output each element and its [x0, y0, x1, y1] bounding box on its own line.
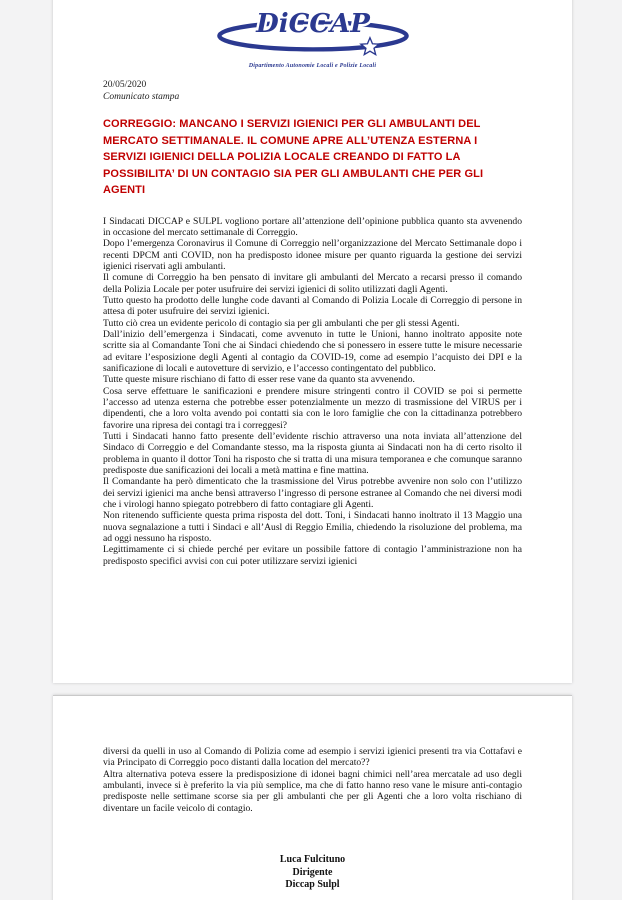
body-paragraph: Tutto ciò crea un evidente pericolo di contagio sia per gli ambulanti che per gli stessi Agenti.: [103, 317, 460, 329]
page-1: [53, 0, 572, 683]
signature-name: Luca Fulcituno: [279, 854, 346, 866]
body-paragraph: Il comune di Correggio ha ben pensato di invitare gli ambulanti del Mercato a recarsi presso il comando della Polizia Locale per poter usufruire dei servizi igienici di solito utilizzati dagli Agenti.: [103, 272, 522, 295]
logo-title: DiCCAP: [255, 9, 370, 39]
body-paragraph: Legittimamente ci si chiede perché per evitare un possibile fattore di contagio l’amministrazione non ha predisposto specifici avvisi con cui poter utilizzare servizi igienici: [103, 544, 522, 567]
body-paragraph: Altra alternativa poteva essere la predisposizione di idonei bagni chimici nell’area mercatale ad uso degli ambulanti, invece si è preferito la via più semplice, ma che di fatto hanno reso vane le misure anti-contagio predisposte nelle settimane scorse sia per gli ambulanti che per gli Agenti che a loro volta rischiano di diventare un facile veicolo di contagio.: [103, 768, 522, 814]
signature-role: Dirigente: [292, 866, 333, 878]
page-1-body: [103, 216, 522, 568]
body-paragraph: Cosa serve effettuare le sanificazioni e prendere misure stringenti contro il COVID se poi si permette l’accesso ad utenza esterna che potrebbe esser potenzialmente un mezzo di trasmissione del VIRUS per i dipendenti, che a loro volta avendo poi contatti sia con le loro famiglie che con la cittadinanza potrebbero favorire una ripresa dei contagi tra i correggesi?: [103, 385, 522, 431]
page-2: [53, 695, 572, 900]
logo-ellipse-icon: [188, 4, 438, 60]
body-paragraph: Tutto questo ha prodotto delle lunghe code davanti al Comando di Polizia Locale di Correggio di persone in attesa di poter usufruire dei servizi igienici.: [103, 294, 522, 318]
body-paragraph: Dopo l’emergenza Coronavirus il Comune di Correggio nell’organizzazione del Mercato Settimanale dopo i recenti DPCM anti COVID, non ha predisposto idonee misure per quanto riguarda la gestione dei servizi igienici riservati agli ambulanti.: [103, 238, 522, 272]
page-2-body: [103, 746, 522, 814]
press-release-headline: CORREGGIO: MANCANO I SERVIZI IGIENICI PER GLI AMBULANTI DEL MERCATO SETTIMANALE. IL COMUNE APRE ALL’UTENZA ESTERNA I SERVIZI IGIENICI DELLA POLIZIA LOCALE CREANDO DI FATTO LA POSSIBILITA’ DI UN CONTAGIO SIA PER GLI AMBULANTI CHE PER GLI AGENTI: [103, 118, 484, 196]
body-paragraph: Il Comandante ha però dimenticato che la trasmissione del Virus potrebbe avvenire non solo con l’utilizzo dei servizi igienici ma anche bensì attraverso l’ingresso di persone estranee al Comando che nei diversi modi che i virologi hanno spiegato potrebbero di fatto contagiare gli Agenti.: [103, 476, 522, 511]
body-paragraph: Tutte queste misure rischiano di fatto di esser rese vane da quanto sta avvenendo.: [103, 374, 415, 386]
body-paragraph: I Sindacati DICCAP e SULPL vogliono portare all’attenzione dell’opinione pubblica quanto sta avvenendo in occasione del mercato settimanale di Correggio.: [103, 215, 522, 238]
body-paragraph: Tutti i Sindacati hanno fatto presente dell’evidente rischio attraverso una nota inviata all’attenzione del Sindaco di Correggio e del Comandante stesso, ma la risposta giunta ai Sindacati non ha di certo risolto il problema in quanto il dottor Toni ha risposto che si tratta di una misura temporanea e che comunque saranno predisposte due sanificazioni dei locali a metà mattina e fine mattina.: [103, 431, 522, 477]
diccap-logo: [53, 4, 572, 69]
date-text: 20/05/2020: [103, 80, 147, 90]
body-paragraph: Non ritenendo sufficiente questa prima risposta del dott. Toni, i Sindacati hanno inoltrato il 13 Maggio una nuova segnalazione a tutti i Sindaci e all’Ausl di Reggio Emilia, chiedendo la risoluzione del problema, ma ad oggi nessuno ha risposto.: [103, 510, 522, 545]
body-paragraph: Dall’inizio dell’emergenza i Sindacati, come avvenuto in tutte le Unioni, hanno inoltrato apposite note scritte sia al Comandante Toni che ai Sindaci chiedendo che si ponessero in essere tutte le misure necessarie ad evitare l’esposizione degli Agenti al contagio da COVID-19, come ad esempio l’acquisto dei DPI e la sanificazione di locali e autovetture di servizio, e l’accesso contingentato del pubblico.: [103, 328, 522, 374]
signature-block: [53, 854, 572, 892]
logo-subtitle: Dipartimento Autonomie Locali e Polizie Locali: [248, 63, 377, 69]
doc-type-label: Comunicato stampa: [103, 92, 180, 102]
signature-org: Diccap Sulpl: [285, 879, 340, 891]
body-paragraph: diversi da quelli in uso al Comando di Polizia come ad esempio i servizi igienici presenti tra via Cottafavi e via Principato di Correggio poco distanti dalla location del mercato??: [103, 746, 522, 769]
star-icon: [360, 38, 378, 55]
